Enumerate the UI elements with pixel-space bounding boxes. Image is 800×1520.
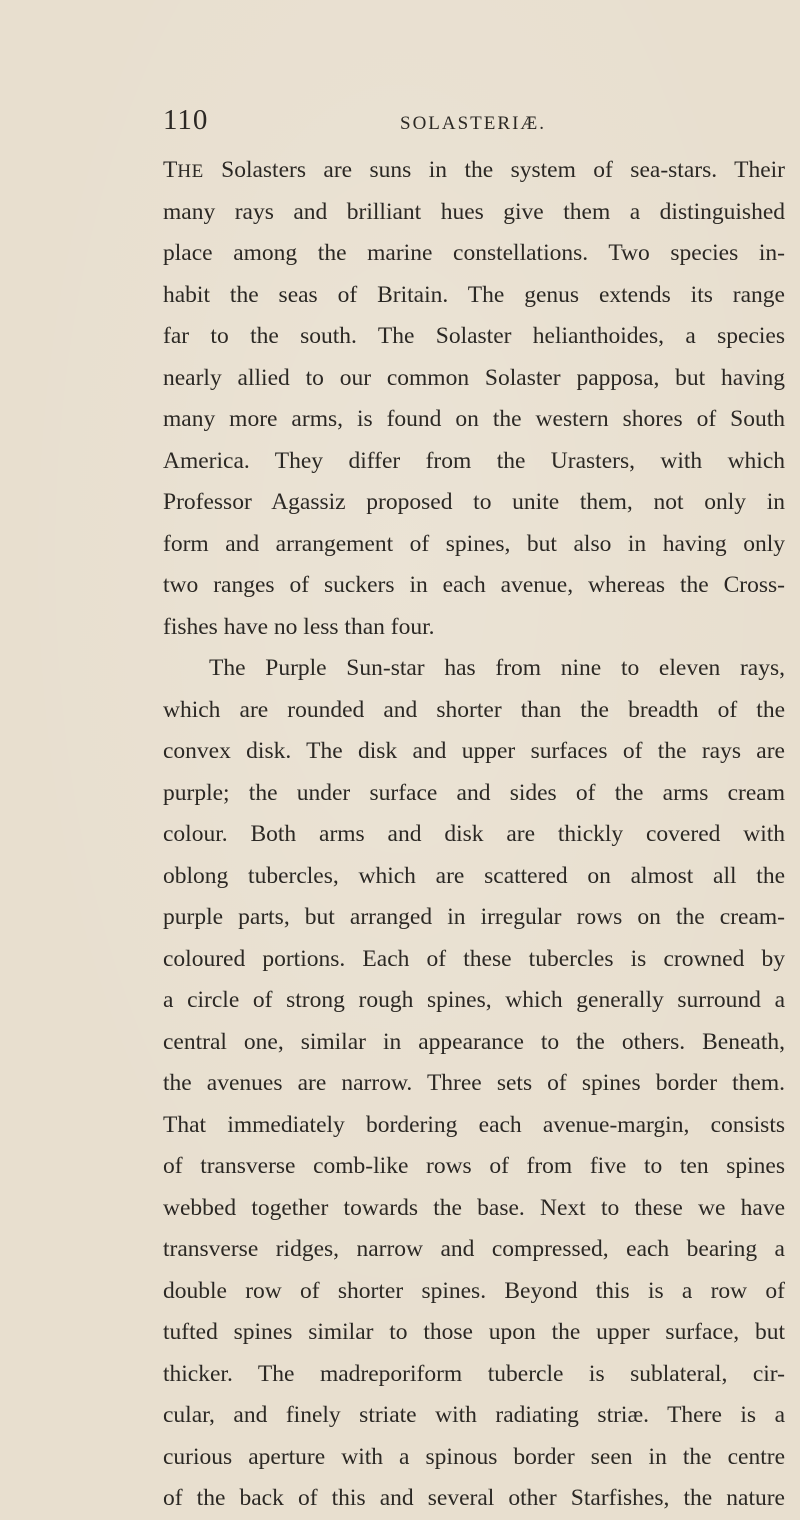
text-line: many rays and brilliant hues give them a distinguished: [163, 198, 785, 225]
text-line: many more arms, is found on the western shores of South: [163, 406, 785, 432]
text-line: purple parts, but arranged in irregular rows on the cream-: [163, 904, 785, 930]
text-line: of the back of this and several other Starfishes, the nature: [163, 1485, 785, 1511]
text-line: America. They differ from the Urasters, with which: [163, 447, 785, 474]
text-line: place among the marine constellations. Two species in-: [163, 240, 785, 266]
text-line: double row of shorter spines. Beyond this is a row of: [163, 1277, 785, 1304]
text-line: transverse ridges, narrow and compressed, each bearing a: [163, 1236, 785, 1262]
text-line: That immediately bordering each avenue-margin, consists: [163, 1111, 785, 1138]
text-line: thicker. The madreporiform tubercle is sublateral, cir-: [163, 1360, 785, 1387]
body-text: [163, 150, 785, 1520]
text-line: form and arrangement of spines, but also in having only: [163, 530, 785, 557]
text-line: oblong tubercles, which are scattered on almost all the: [163, 862, 785, 889]
running-title: SOLASTERIÆ.: [400, 113, 547, 134]
text-line: the avenues are narrow. Three sets of spines border them.: [163, 1070, 785, 1096]
text-line: convex disk. The disk and upper surfaces of the rays are: [163, 738, 785, 764]
text-line: coloured portions. Each of these tubercles is crowned by: [163, 945, 785, 972]
text-line: habit the seas of Britain. The genus extends its range: [163, 281, 785, 308]
text-line: curious aperture with a spinous border seen in the centre: [163, 1443, 785, 1470]
text-line: two ranges of suckers in each avenue, whereas the Cross-: [163, 572, 785, 598]
text-line: webbed together towards the base. Next to these we have: [163, 1194, 785, 1221]
text-line: THE Solasters are suns in the system of sea-stars. Their: [163, 157, 785, 183]
text-line: a circle of strong rough spines, which generally surround a: [163, 987, 785, 1013]
text-line: colour. Both arms and disk are thickly covered with: [163, 821, 785, 847]
text-line: far to the south. The Solaster helianthoides, a species: [163, 323, 785, 349]
text-line: The Purple Sun-star has from nine to eleven rays,: [209, 655, 785, 681]
running-head: [163, 100, 785, 140]
text-line: purple; the under surface and sides of the arms cream: [163, 779, 785, 806]
page-number: 110: [163, 104, 209, 136]
text-line: which are rounded and shorter than the breadth of the: [163, 696, 785, 723]
text-line: nearly allied to our common Solaster papposa, but having: [163, 364, 785, 391]
text-line: fishes have no less than four.: [163, 613, 435, 640]
text-line: of transverse comb-like rows of from five to ten spines: [163, 1153, 785, 1179]
text-line: Professor Agassiz proposed to unite them, not only in: [163, 489, 785, 515]
text-line: central one, similar in appearance to the others. Beneath,: [163, 1028, 785, 1055]
text-line: cular, and finely striate with radiating striæ. There is a: [163, 1402, 785, 1428]
text-line: tufted spines similar to those upon the upper surface, but: [163, 1319, 785, 1345]
